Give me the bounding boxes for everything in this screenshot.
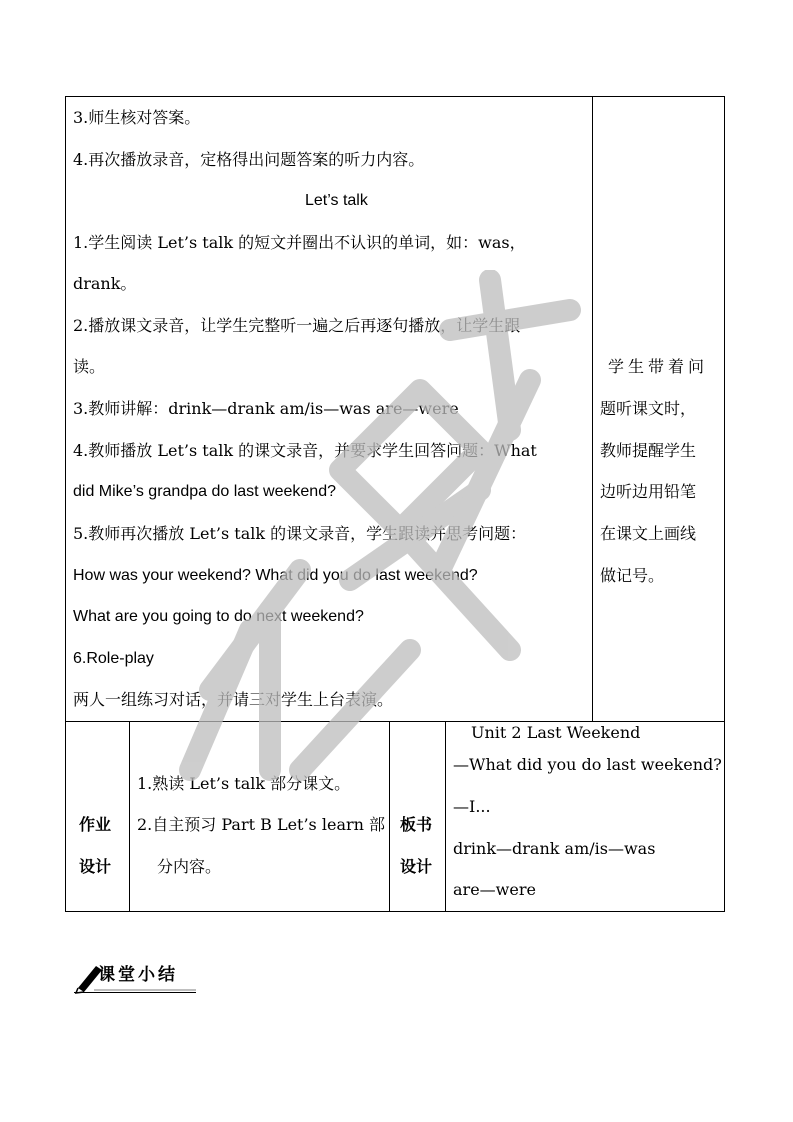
side-note-line-6: 做记号。: [600, 566, 665, 585]
board-line-4: drink—drank am/is—was: [453, 839, 656, 858]
homework-label-1: 作业: [79, 815, 112, 834]
homework-item-1: 1.熟读 Let’s talk 部分课文。: [137, 774, 351, 793]
main-line-3: 1.学生阅读 Let’s talk 的短文并圈出不认识的单词，如：was，: [73, 233, 526, 252]
side-note-line-3: 教师提醒学生: [600, 441, 697, 460]
side-note-line-5: 在课文上画线: [600, 524, 697, 543]
main-line-7: 3.教师讲解：drink—drank am/is—was are—were: [73, 399, 459, 418]
main-line-10: 5.教师再次播放 Let’s talk 的课文录音，学生跟读并思考问题：: [73, 524, 527, 543]
section-heading: Let’s talk: [305, 192, 368, 209]
main-line-11: How was your weekend? What did you do last weekend?: [73, 567, 478, 584]
main-line-9: did Mike’s grandpa do last weekend?: [73, 483, 336, 500]
board-line-1: Unit 2 Last Weekend: [471, 723, 641, 742]
main-line-13: 6.Role-play: [73, 650, 154, 667]
side-note-line-2: 题听课文时，: [600, 399, 697, 418]
main-line-12: What are you going to do next weekend?: [73, 608, 364, 625]
main-line-1: 3.师生核对答案。: [73, 108, 201, 127]
board-line-5: are—were: [453, 880, 536, 899]
homework-item-3: 分内容。: [157, 857, 222, 876]
main-line-6: 读。: [73, 357, 106, 376]
main-line-4: drank。: [73, 274, 137, 293]
main-line-14: 两人一组练习对话，并请三对学生上台表演。: [73, 690, 394, 709]
homework-label-2: 设计: [79, 857, 112, 876]
board-line-3: —I...: [453, 797, 491, 816]
board-label-1: 板书: [400, 815, 433, 834]
main-line-8: 4.教师播放 Let’s talk 的课文录音，并要求学生回答问题：What: [73, 441, 537, 460]
side-note-line-1: 学生带着问: [608, 357, 709, 376]
main-line-2: 4.再次播放录音，定格得出问题答案的听力内容。: [73, 150, 425, 169]
board-label-2: 设计: [400, 857, 433, 876]
board-line-2: —What did you do last weekend?: [453, 755, 722, 774]
footer-title: 课堂小结: [98, 965, 178, 985]
main-line-5: 2.播放课文录音，让学生完整听一遍之后再逐句播放，让学生跟: [73, 316, 521, 335]
homework-item-2: 2.自主预习 Part B Let’s learn 部: [137, 815, 386, 834]
side-note-line-4: 边听边用铅笔: [600, 482, 697, 501]
